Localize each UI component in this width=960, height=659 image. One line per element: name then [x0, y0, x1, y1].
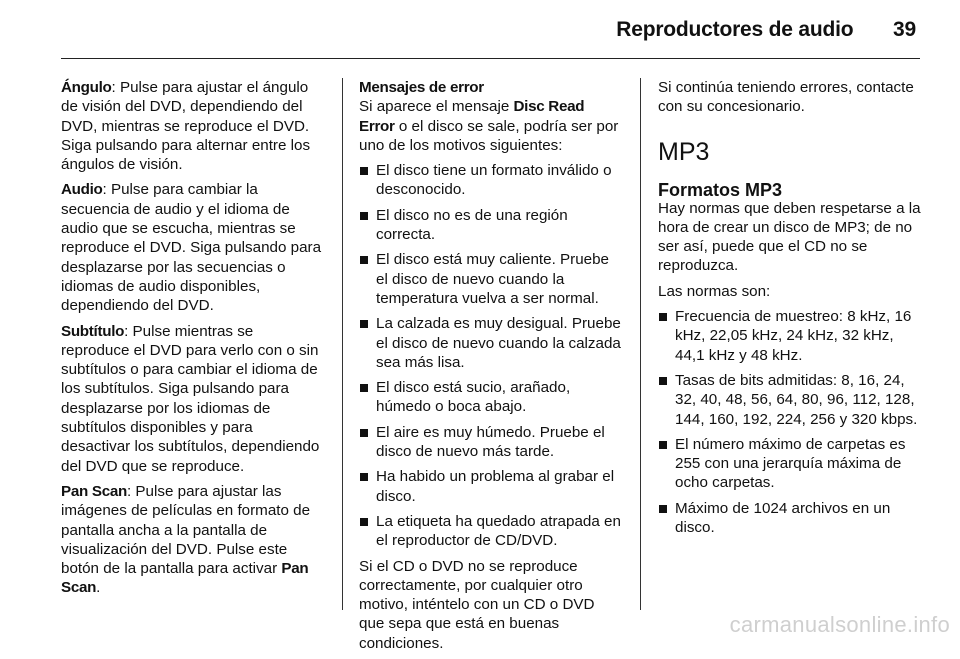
text-panscan-end: . — [96, 579, 101, 597]
column-divider-1 — [342, 78, 343, 610]
list-item: El número máximo de carpetas es 255 con una jerarquía máxima de ocho carpetas. — [658, 435, 922, 493]
column-left — [61, 78, 325, 604]
rules-label: Las normas son: — [658, 282, 771, 300]
watermark: carmanualsonline.info — [729, 612, 950, 637]
list-item: Tasas de bits admitidas: 8, 16, 24, 32, 40, 48, 56, 64, 80, 96, 112, 128, 144, 160, 192, 224, 256 y 320 kbps. — [658, 371, 922, 429]
list-item: El disco está sucio, arañado, húmedo o boca abajo. — [359, 378, 623, 417]
error-causes-list — [359, 161, 623, 550]
list-item: Máximo de 1024 archivos en un disco. — [658, 499, 922, 538]
paragraph-subtitulo — [61, 322, 325, 476]
list-item: El disco está muy caliente. Pruebe el disco de nuevo cuando la temperatura vuelva a ser normal. — [359, 250, 623, 308]
column-middle — [359, 78, 623, 659]
column-right — [658, 78, 922, 543]
list-item: El disco no es de una región correcta. — [359, 206, 623, 245]
paragraph-contact-dealer: Si continúa teniendo errores, contacte con su concesionario. — [658, 79, 914, 116]
paragraph-angulo — [61, 78, 325, 174]
text-audio: : Pulse para cambiar la secuencia de audio y el idioma de audio que se escucha, mientras se reproduce el DVD. Siga pulsando para desplazarse por las secuencias o idiomas de audio disponibles, dependiendo del DVD. — [61, 181, 322, 315]
paragraph-error-closing: Si el CD o DVD no se reproduce correctamente, por cualquier otro motivo, inténtelo con un CD o DVD que sepa que está en buenas condiciones. — [359, 557, 595, 652]
list-item: El disco tiene un formato inválido o desconocido. — [359, 161, 623, 200]
paragraph-mp3-intro: Hay normas que deben respetarse a la hora de crear un disco de MP3; de no ser así, puede que el CD no se reproduzca. — [658, 199, 921, 275]
paragraph-audio — [61, 180, 325, 315]
column-divider-2 — [640, 78, 641, 610]
mp3-rules-list — [658, 307, 922, 537]
text-subtitulo: : Pulse mientras se reproduce el DVD para verlo con o sin subtítulos o para cambiar el idioma de los subtítulos. Siga pulsando para desplazarse por los idiomas de subtítulos disponibles y para desactivar los subtítulos, dependiendo del DVD que se reproduce. — [61, 322, 320, 475]
list-item: La etiqueta ha quedado atrapada en el reproductor de CD/DVD. — [359, 512, 623, 551]
text-angulo: : Pulse para ajustar el ángulo de visión del DVD, dependiendo del DVD, mientras se reproduce el DVD. Siga pulsando para alternar entre los ángulos de visión. — [61, 79, 311, 174]
list-item: La calzada es muy desigual. Pruebe el disco de nuevo cuando la calzada sea más lisa. — [359, 314, 623, 372]
text-panscan: : Pulse para ajustar las imágenes de películas en formato de pantalla ancha a la pantalla de visualización del DVD. Pulse este botón de la pantalla para activar — [61, 482, 311, 578]
section-heading-errors: Mensajes de error — [359, 79, 484, 96]
term-subtitulo: Subtítulo — [61, 322, 125, 340]
list-item: Ha habido un problema al grabar el disco. — [359, 467, 623, 506]
page-title: Reproductores de audio — [616, 18, 854, 41]
error-message-name: Disc Read Error — [359, 98, 585, 135]
paragraph-panscan — [61, 482, 325, 598]
section-title-mp3: MP3 — [658, 137, 710, 166]
page-header — [616, 18, 916, 42]
term-angulo: Ángulo — [61, 79, 112, 96]
paragraph-error-intro — [359, 78, 623, 155]
header-divider — [61, 58, 920, 59]
page-number: 39 — [893, 18, 916, 41]
list-item: Frecuencia de muestreo: 8 kHz, 16 kHz, 22,05 kHz, 24 kHz, 32 kHz, 44,1 kHz y 48 kHz. — [658, 307, 922, 365]
error-intro-a: Si aparece el mensaje — [359, 98, 514, 116]
error-intro-b: o el disco se sale, podría ser por uno de los motivos siguientes: — [359, 117, 619, 154]
term-panscan: Pan Scan — [61, 482, 127, 500]
list-item: El aire es muy húmedo. Pruebe el disco de nuevo más tarde. — [359, 423, 623, 462]
subsection-title-mp3-formats: Formatos MP3 — [658, 179, 783, 200]
term-panscan-inline: Pan Scan — [61, 560, 309, 597]
term-audio: Audio — [61, 181, 103, 199]
